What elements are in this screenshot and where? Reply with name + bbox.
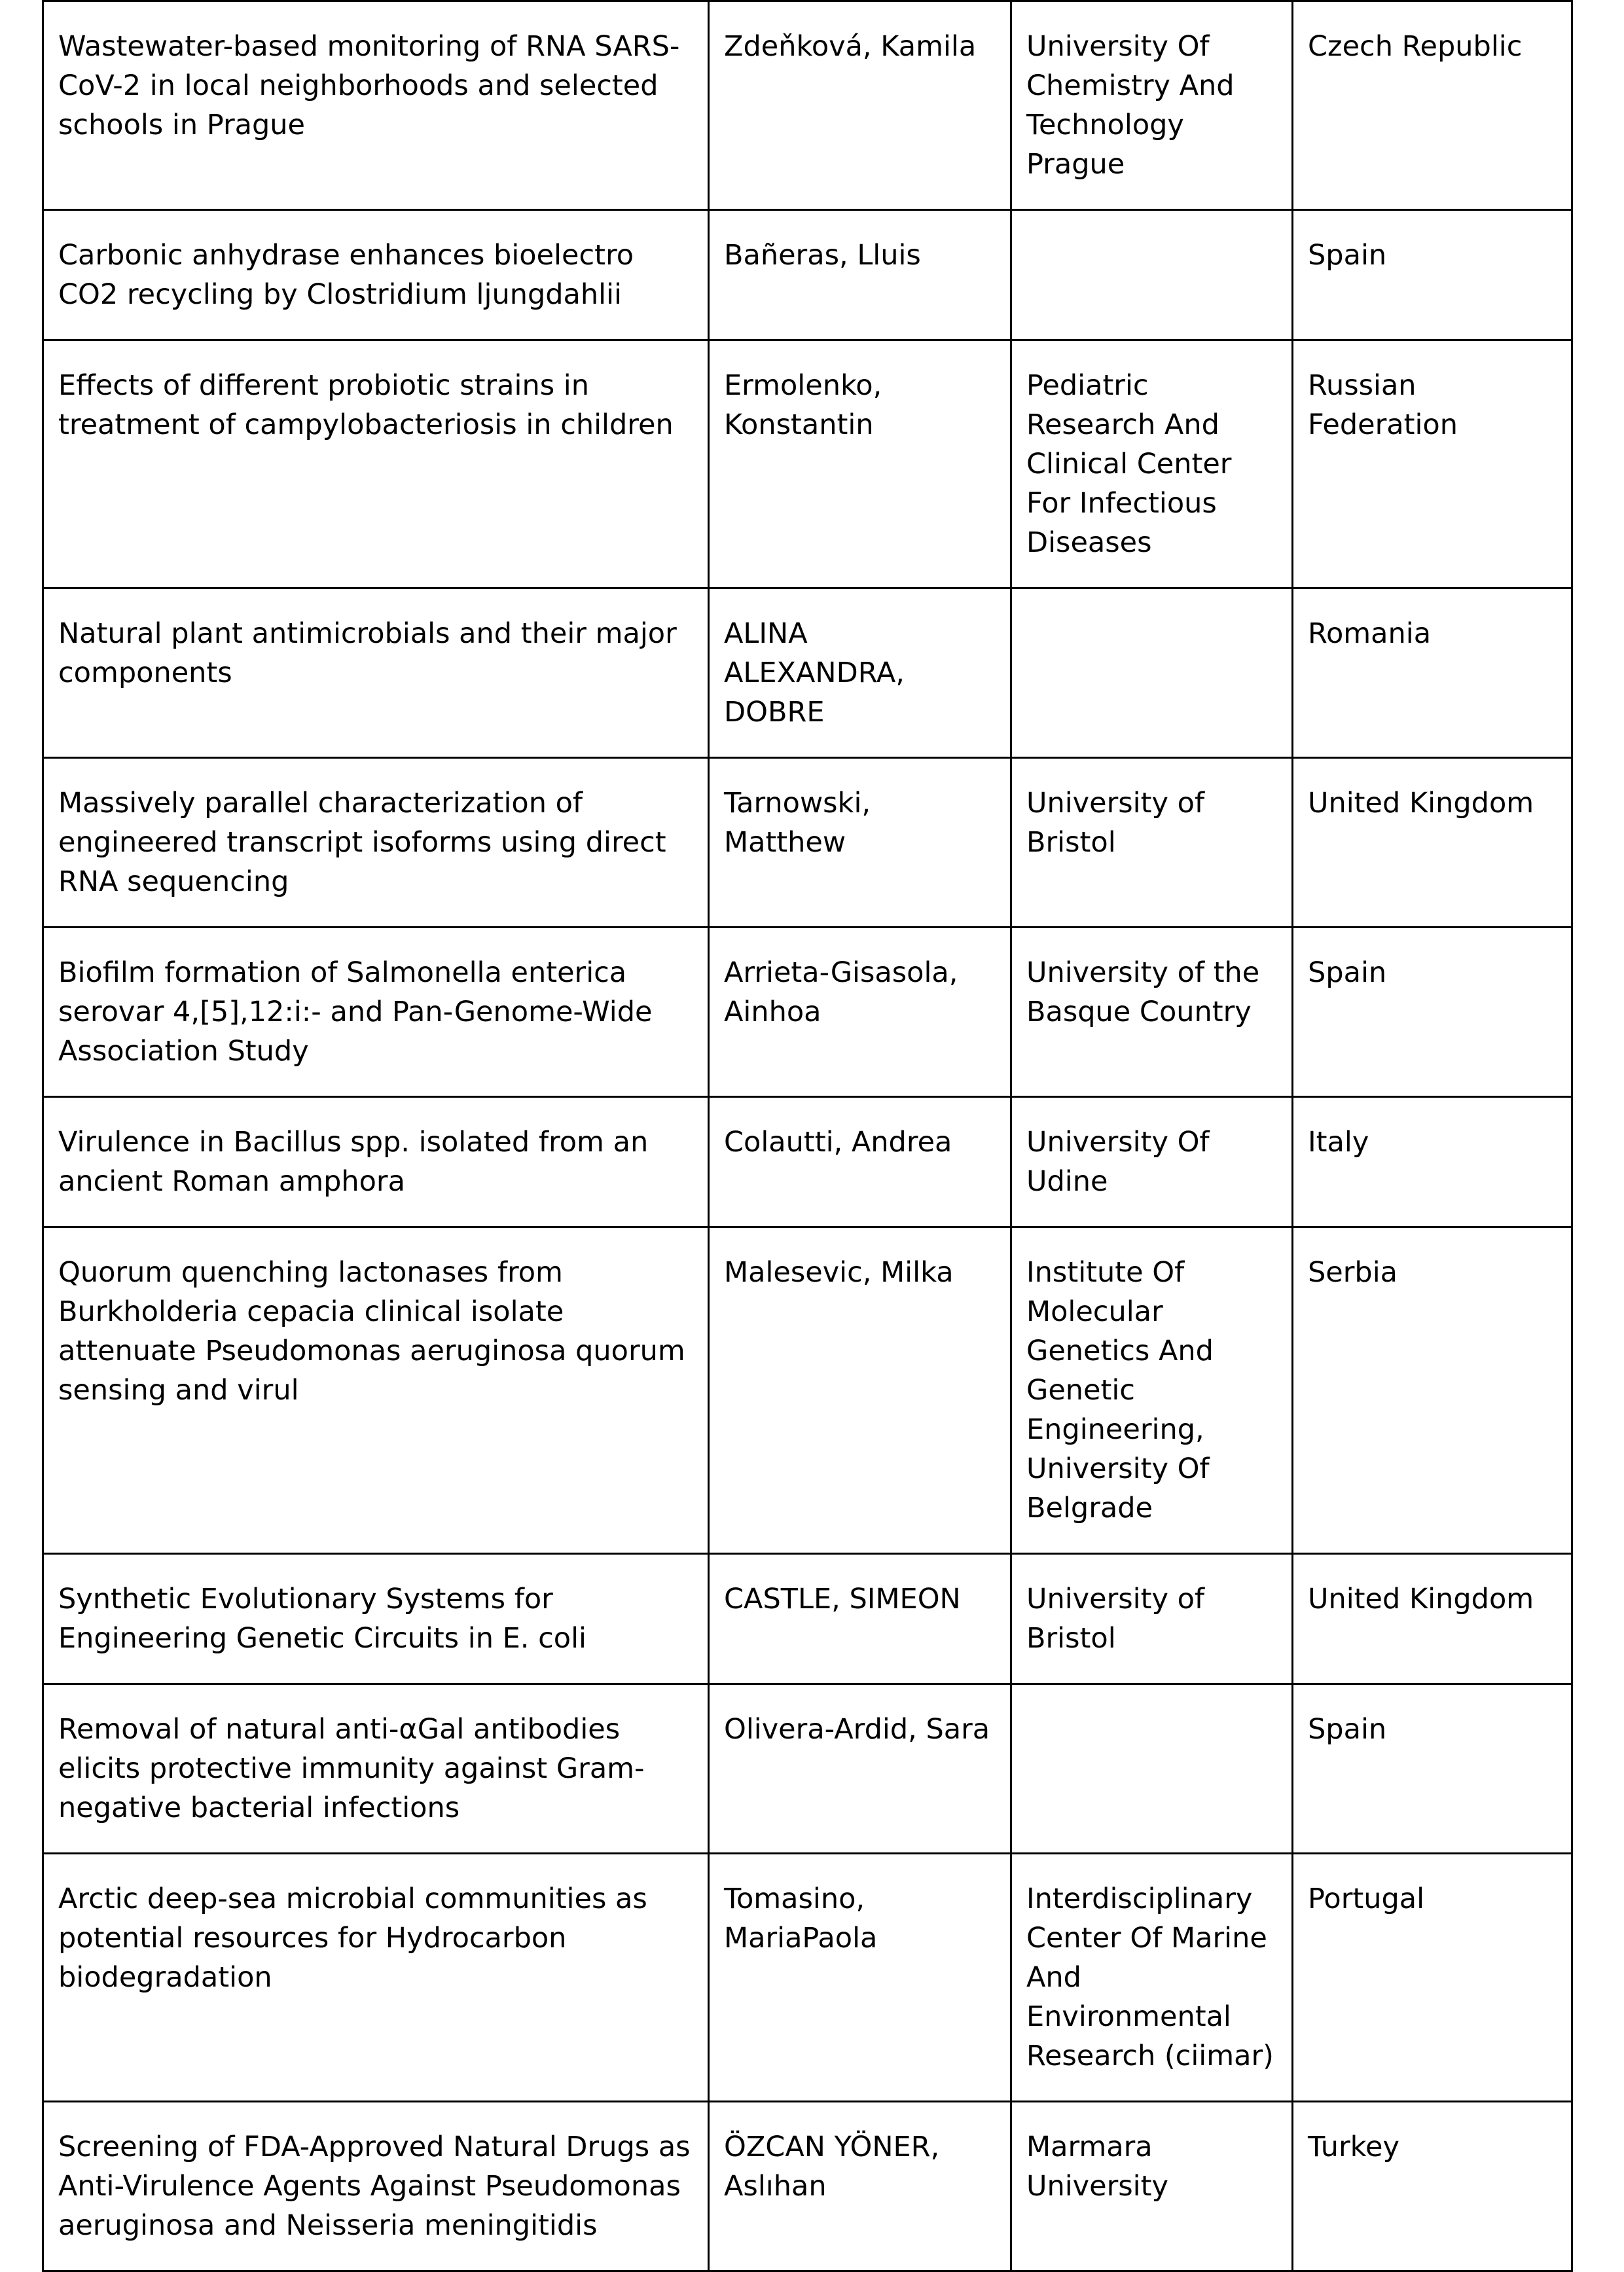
institution-cell: University of Bristol bbox=[1011, 758, 1293, 928]
author-cell: Zdeňková, Kamila bbox=[709, 1, 1011, 210]
table-row bbox=[43, 1, 1572, 210]
country-cell: Romania bbox=[1293, 588, 1572, 758]
table-row bbox=[43, 210, 1572, 340]
author-cell: Olivera-Ardid, Sara bbox=[709, 1684, 1011, 1854]
title-cell: Synthetic Evolutionary Systems for Engineering Genetic Circuits in E. coli bbox=[43, 1554, 709, 1684]
table-row bbox=[43, 1554, 1572, 1684]
abstracts-table-body bbox=[43, 1, 1572, 2271]
country-cell: Portugal bbox=[1293, 1854, 1572, 2102]
country-cell: Serbia bbox=[1293, 1227, 1572, 1554]
author-cell: Ermolenko, Konstantin bbox=[709, 340, 1011, 588]
author-cell: CASTLE, SIMEON bbox=[709, 1554, 1011, 1684]
institution-cell: Pediatric Research And Clinical Center For Infectious Diseases bbox=[1011, 340, 1293, 588]
author-cell: ALINA ALEXANDRA, DOBRE bbox=[709, 588, 1011, 758]
country-cell: Czech Republic bbox=[1293, 1, 1572, 210]
institution-cell: University Of Udine bbox=[1011, 1097, 1293, 1227]
country-cell: Russian Federation bbox=[1293, 340, 1572, 588]
author-cell: Bañeras, Lluis bbox=[709, 210, 1011, 340]
title-cell: Massively parallel characterization of engineered transcript isoforms using direct RNA sequencing bbox=[43, 758, 709, 928]
title-cell: Carbonic anhydrase enhances bioelectro CO2 recycling by Clostridium ljungdahlii bbox=[43, 210, 709, 340]
country-cell: Italy bbox=[1293, 1097, 1572, 1227]
institution-cell bbox=[1011, 210, 1293, 340]
table-row bbox=[43, 1227, 1572, 1554]
author-cell: Arrieta-Gisasola, Ainhoa bbox=[709, 928, 1011, 1097]
institution-cell: University of Bristol bbox=[1011, 1554, 1293, 1684]
abstracts-table bbox=[42, 0, 1573, 2272]
author-cell: Tomasino, MariaPaola bbox=[709, 1854, 1011, 2102]
title-cell: Arctic deep-sea microbial communities as potential resources for Hydrocarbon biodegradation bbox=[43, 1854, 709, 2102]
country-cell: United Kingdom bbox=[1293, 1554, 1572, 1684]
country-cell: Spain bbox=[1293, 1684, 1572, 1854]
institution-cell: Interdisciplinary Center Of Marine And Environmental Research (ciimar) bbox=[1011, 1854, 1293, 2102]
institution-cell: Marmara University bbox=[1011, 2102, 1293, 2271]
country-cell: Spain bbox=[1293, 928, 1572, 1097]
title-cell: Removal of natural anti-αGal antibodies elicits protective immunity against Gram-negative bacterial infections bbox=[43, 1684, 709, 1854]
table-row bbox=[43, 758, 1572, 928]
table-row bbox=[43, 340, 1572, 588]
table-row bbox=[43, 1854, 1572, 2102]
title-cell: Virulence in Bacillus spp. isolated from an ancient Roman amphora bbox=[43, 1097, 709, 1227]
title-cell: Wastewater-based monitoring of RNA SARS-CoV-2 in local neighborhoods and selected schools in Prague bbox=[43, 1, 709, 210]
title-cell: Screening of FDA-Approved Natural Drugs as Anti-Virulence Agents Against Pseudomonas aeruginosa and Neisseria meningitidis bbox=[43, 2102, 709, 2271]
author-cell: Malesevic, Milka bbox=[709, 1227, 1011, 1554]
author-cell: ÖZCAN YÖNER, Aslıhan bbox=[709, 2102, 1011, 2271]
author-cell: Colautti, Andrea bbox=[709, 1097, 1011, 1227]
title-cell: Biofilm formation of Salmonella enterica serovar 4,[5],12:i:- and Pan-Genome-Wide Association Study bbox=[43, 928, 709, 1097]
title-cell: Effects of different probiotic strains in treatment of campylobacteriosis in children bbox=[43, 340, 709, 588]
table-row bbox=[43, 1097, 1572, 1227]
table-row bbox=[43, 588, 1572, 758]
table-row bbox=[43, 2102, 1572, 2271]
country-cell: United Kingdom bbox=[1293, 758, 1572, 928]
institution-cell: University of the Basque Country bbox=[1011, 928, 1293, 1097]
title-cell: Quorum quenching lactonases from Burkholderia cepacia clinical isolate attenuate Pseudomonas aeruginosa quorum sensing and virul bbox=[43, 1227, 709, 1554]
institution-cell bbox=[1011, 588, 1293, 758]
country-cell: Turkey bbox=[1293, 2102, 1572, 2271]
table-row bbox=[43, 1684, 1572, 1854]
country-cell: Spain bbox=[1293, 210, 1572, 340]
title-cell: Natural plant antimicrobials and their major components bbox=[43, 588, 709, 758]
table-row bbox=[43, 928, 1572, 1097]
author-cell: Tarnowski, Matthew bbox=[709, 758, 1011, 928]
institution-cell: Institute Of Molecular Genetics And Genetic Engineering, University Of Belgrade bbox=[1011, 1227, 1293, 1554]
institution-cell bbox=[1011, 1684, 1293, 1854]
institution-cell: University Of Chemistry And Technology Prague bbox=[1011, 1, 1293, 210]
